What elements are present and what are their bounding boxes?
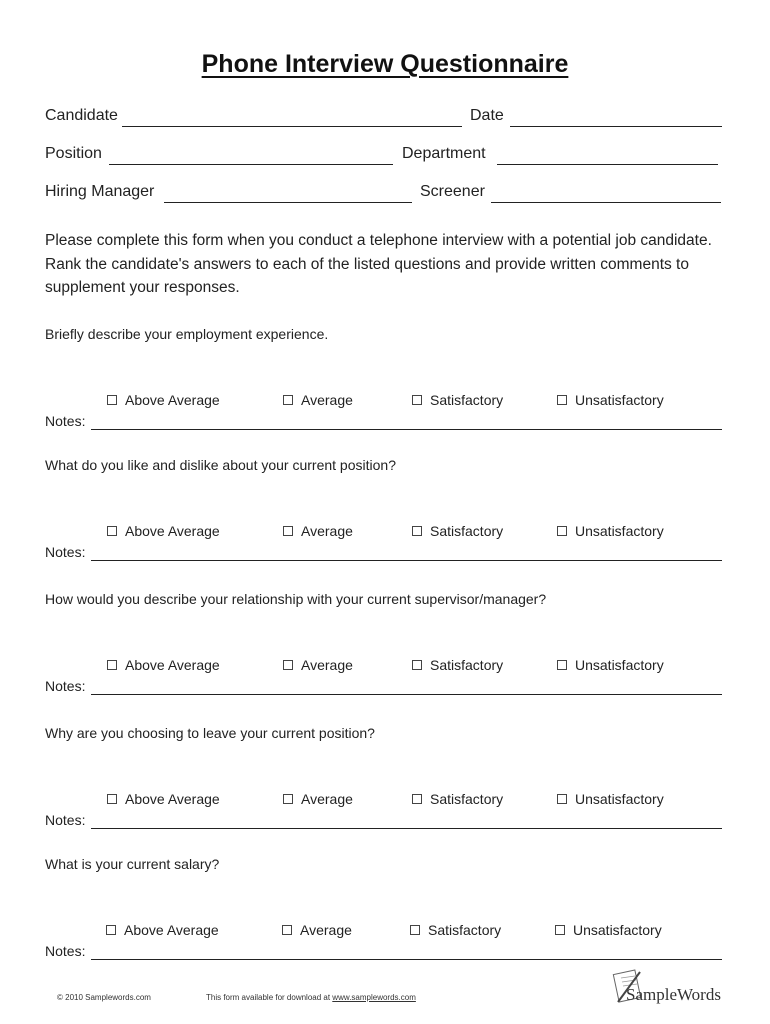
q5-notes-label: Notes:: [45, 943, 86, 959]
checkbox-icon: [106, 925, 116, 935]
q1-average-checkbox[interactable]: Average: [283, 392, 353, 408]
date-label: Date: [470, 107, 504, 124]
position-field[interactable]: [109, 164, 393, 165]
q4-notes-field[interactable]: [91, 828, 722, 829]
question-4: Why are you choosing to leave your current position?: [45, 725, 375, 741]
question-3: How would you describe your relationship with your current supervisor/manager?: [45, 591, 547, 607]
checkbox-icon: [557, 794, 567, 804]
checkbox-icon: [412, 794, 422, 804]
copyright-text: © 2010 Samplewords.com: [57, 993, 151, 1002]
page-title: Phone Interview Questionnaire: [201, 50, 569, 78]
checkbox-icon: [412, 526, 422, 536]
checkbox-icon: [107, 794, 117, 804]
hiring-manager-label: Hiring Manager: [45, 183, 155, 200]
q5-unsatisfactory-checkbox[interactable]: Unsatisfactory: [555, 922, 662, 938]
candidate-field[interactable]: [122, 126, 462, 127]
download-note: This form available for download at www.samplewords.com: [206, 993, 416, 1002]
checkbox-icon: [283, 526, 293, 536]
q3-average-checkbox[interactable]: Average: [283, 657, 353, 673]
q5-satisfactory-checkbox[interactable]: Satisfactory: [410, 922, 501, 938]
download-link[interactable]: www.samplewords.com: [332, 993, 416, 1002]
q3-notes-field[interactable]: [91, 694, 722, 695]
checkbox-icon: [412, 660, 422, 670]
q3-above-average-checkbox[interactable]: Above Average: [107, 657, 220, 673]
department-field[interactable]: [497, 164, 718, 165]
date-field[interactable]: [510, 126, 722, 127]
q3-satisfactory-checkbox[interactable]: Satisfactory: [412, 657, 503, 673]
checkbox-icon: [283, 395, 293, 405]
q2-unsatisfactory-checkbox[interactable]: Unsatisfactory: [557, 523, 664, 539]
instructions-text: Please complete this form when you conduct a telephone interview with a potential job candidate. Rank the candidate's answers to each of the listed questions and provide written comments to supplement your responses.: [45, 232, 712, 296]
q4-above-average-checkbox[interactable]: Above Average: [107, 791, 220, 807]
question-2: What do you like and dislike about your current position?: [45, 457, 396, 473]
q5-above-average-checkbox[interactable]: Above Average: [106, 922, 219, 938]
q1-above-average-checkbox[interactable]: Above Average: [107, 392, 220, 408]
checkbox-icon: [283, 660, 293, 670]
checkbox-icon: [107, 660, 117, 670]
checkbox-icon: [557, 526, 567, 536]
q3-notes-label: Notes:: [45, 678, 86, 694]
q2-notes-label: Notes:: [45, 544, 86, 560]
checkbox-icon: [107, 395, 117, 405]
q4-unsatisfactory-checkbox[interactable]: Unsatisfactory: [557, 791, 664, 807]
screener-label: Screener: [420, 183, 485, 200]
q4-average-checkbox[interactable]: Average: [283, 791, 353, 807]
checkbox-icon: [282, 925, 292, 935]
q5-notes-field[interactable]: [91, 959, 722, 960]
q2-notes-field[interactable]: [91, 560, 722, 561]
hiring-manager-field[interactable]: [164, 202, 412, 203]
department-label: Department: [402, 145, 486, 162]
q4-satisfactory-checkbox[interactable]: Satisfactory: [412, 791, 503, 807]
checkbox-icon: [557, 660, 567, 670]
q2-average-checkbox[interactable]: Average: [283, 523, 353, 539]
q1-notes-label: Notes:: [45, 413, 86, 429]
position-label: Position: [45, 145, 102, 162]
q1-unsatisfactory-checkbox[interactable]: Unsatisfactory: [557, 392, 664, 408]
q1-satisfactory-checkbox[interactable]: Satisfactory: [412, 392, 503, 408]
checkbox-icon: [557, 395, 567, 405]
checkbox-icon: [410, 925, 420, 935]
q4-notes-label: Notes:: [45, 812, 86, 828]
question-5: What is your current salary?: [45, 856, 220, 872]
checkbox-icon: [283, 794, 293, 804]
checkbox-icon: [412, 395, 422, 405]
checkbox-icon: [107, 526, 117, 536]
q1-notes-field[interactable]: [91, 429, 722, 430]
question-1: Briefly describe your employment experience.: [45, 326, 329, 342]
q5-average-checkbox[interactable]: Average: [282, 922, 352, 938]
q2-satisfactory-checkbox[interactable]: Satisfactory: [412, 523, 503, 539]
q3-unsatisfactory-checkbox[interactable]: Unsatisfactory: [557, 657, 664, 673]
screener-field[interactable]: [491, 202, 721, 203]
candidate-label: Candidate: [45, 107, 118, 124]
samplewords-logo-text: SampleWords: [626, 985, 721, 1004]
q2-above-average-checkbox[interactable]: Above Average: [107, 523, 220, 539]
checkbox-icon: [555, 925, 565, 935]
